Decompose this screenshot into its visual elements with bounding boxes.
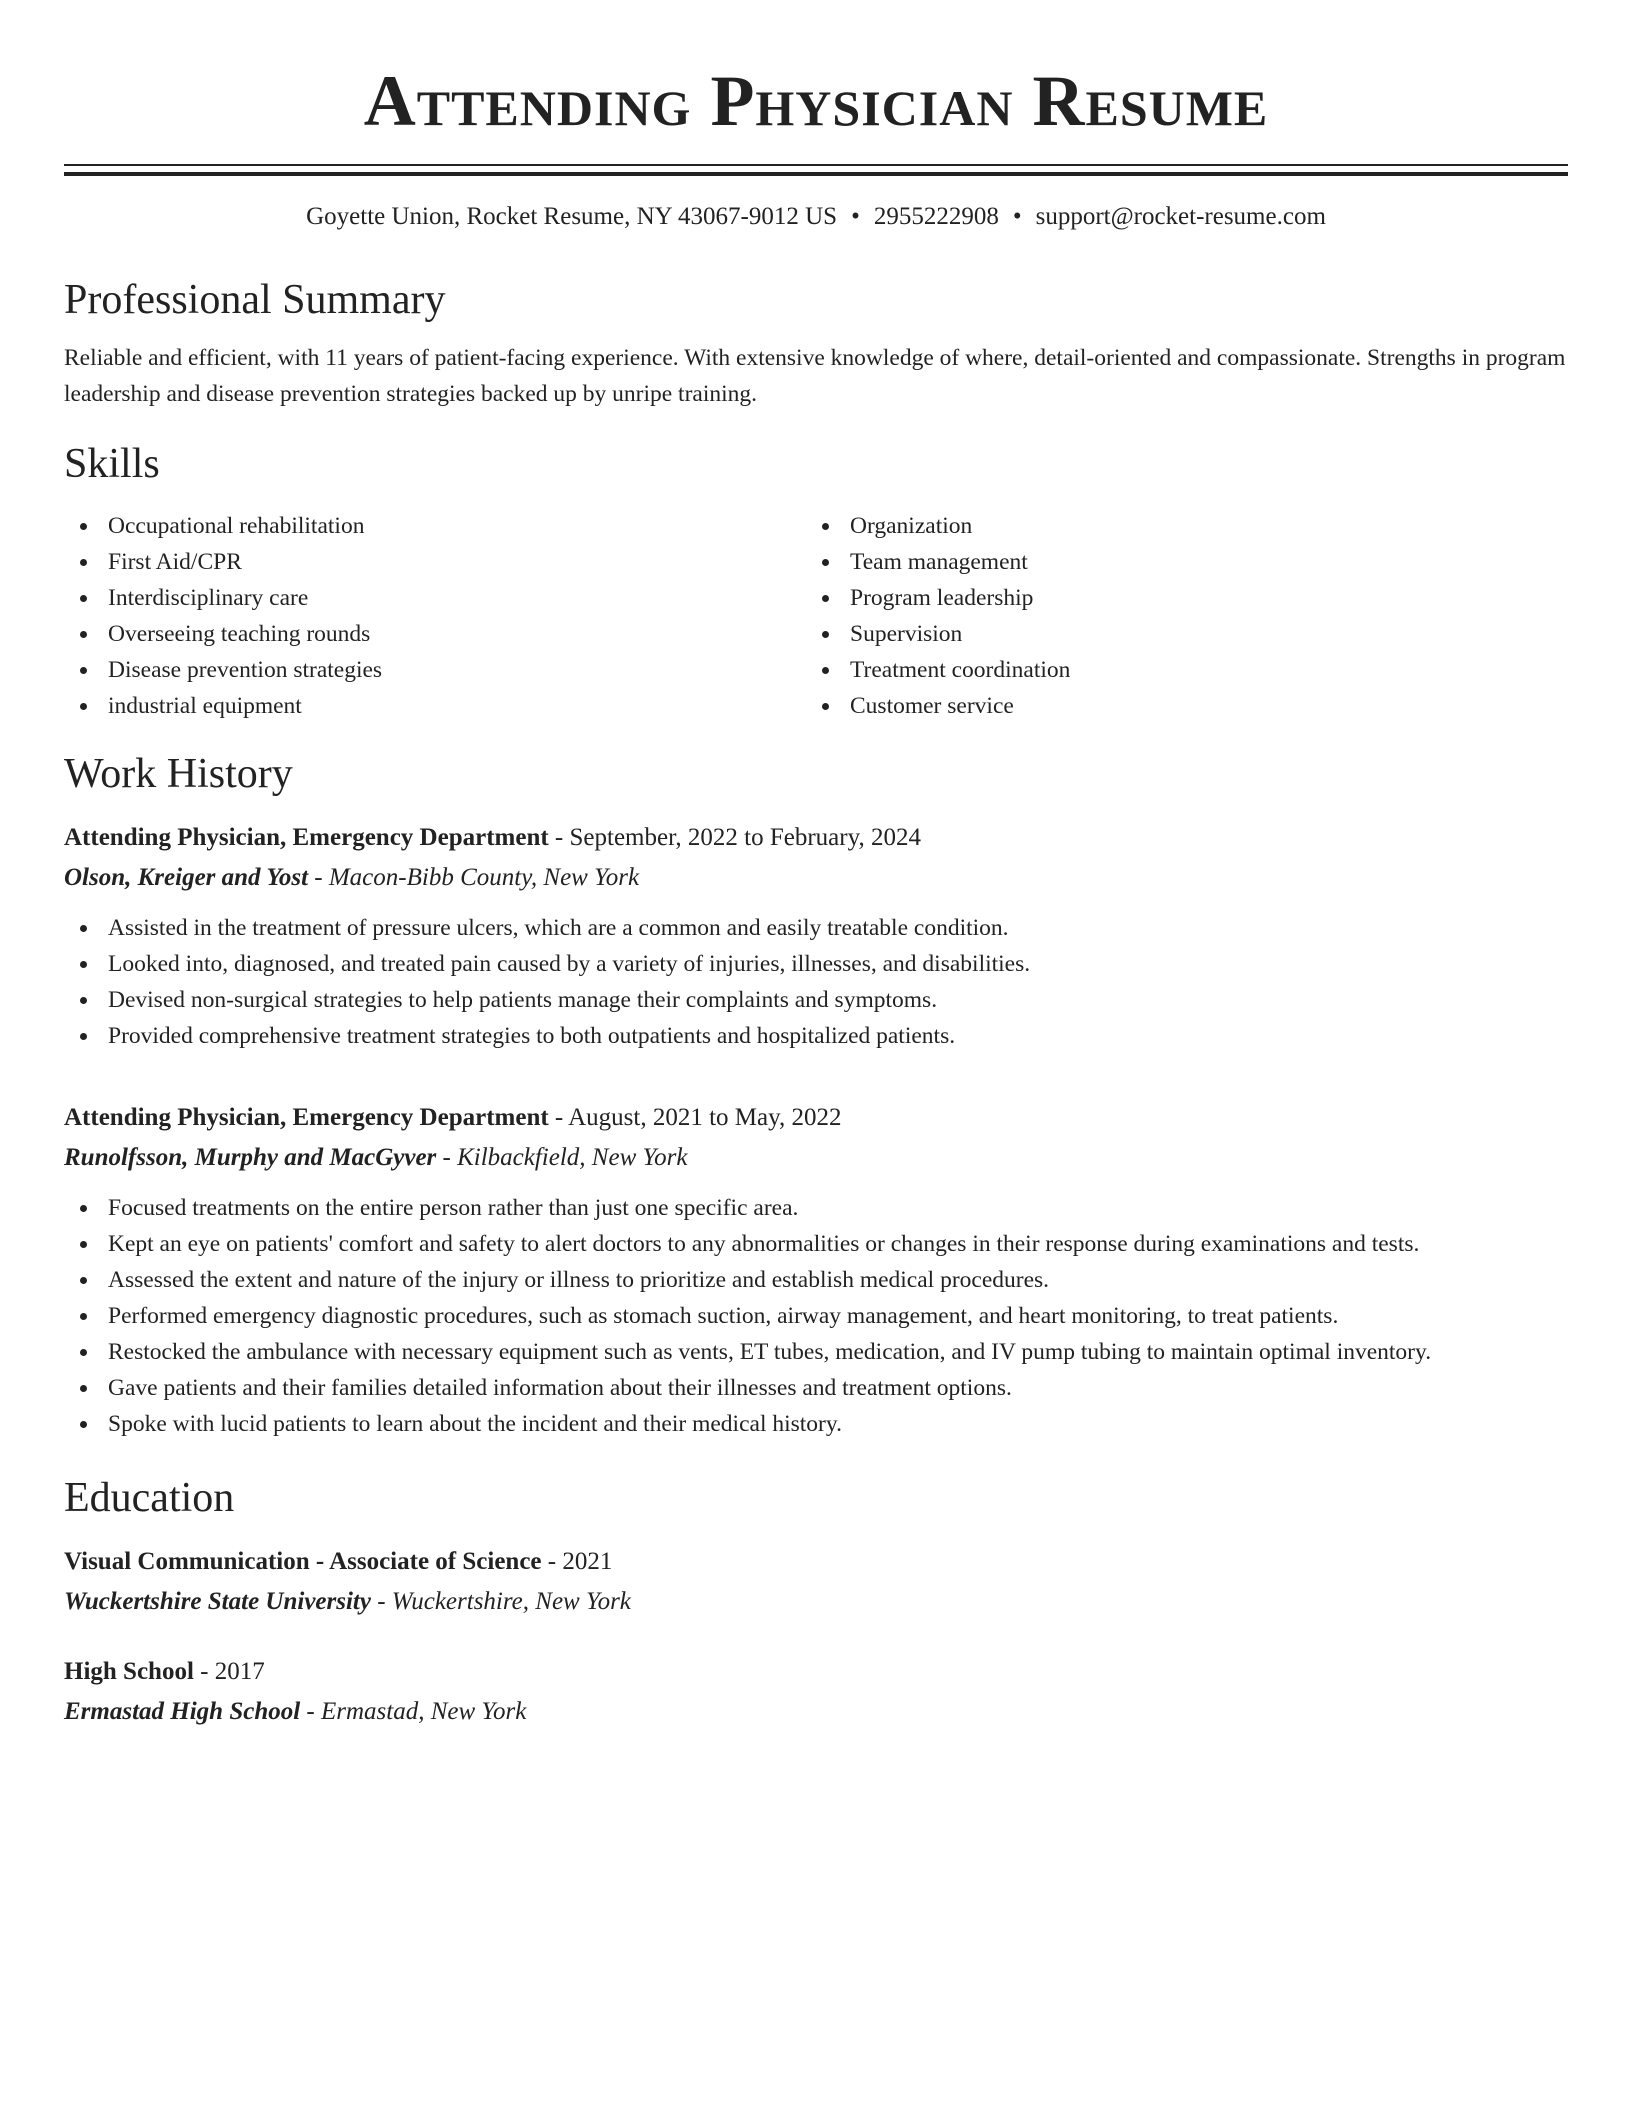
job-title-line: [64, 818, 1568, 858]
skill-item: Supervision: [806, 616, 1548, 652]
degree-name: Visual Communication - Associate of Science: [64, 1548, 542, 1575]
duty-item: Devised non-surgical strategies to help patients manage their complaints and symptoms.: [64, 982, 1568, 1018]
duty-item: Assisted in the treatment of pressure ulcers, which are a common and easily treatable condition.: [64, 910, 1568, 946]
summary-heading: Professional Summary: [64, 277, 446, 323]
school-location: - Wuckertshire, New York: [370, 1588, 631, 1615]
duty-item: Looked into, diagnosed, and treated pain caused by a variety of injuries, illnesses, and disabilities.: [64, 946, 1568, 982]
company-name: Olson, Kreiger and Yost: [64, 864, 309, 891]
education-entry: [64, 1542, 1568, 1622]
job-title: Attending Physician, Emergency Department: [64, 824, 549, 851]
skills-grid: [64, 508, 1568, 724]
skill-item: Disease prevention strategies: [64, 652, 806, 688]
job-duties: [64, 1190, 1568, 1442]
company-line: [64, 1138, 1568, 1178]
degree-name: High School: [64, 1658, 194, 1685]
school-line: [64, 1582, 1568, 1622]
company-line: [64, 858, 1568, 898]
education-heading: Education: [64, 1475, 235, 1521]
duty-item: Assessed the extent and nature of the injury or illness to prioritize and establish medical procedures.: [64, 1262, 1568, 1298]
duty-item: Kept an eye on patients' comfort and safety to alert doctors to any abnormalities or changes in their response during examinations and tests.: [64, 1226, 1568, 1262]
contact-address: Goyette Union, Rocket Resume, NY 43067-9012 US: [306, 203, 838, 230]
skills-heading: Skills: [64, 441, 160, 487]
school-line: [64, 1692, 1568, 1732]
skill-item: Customer service: [806, 688, 1548, 724]
job-entry: [64, 1098, 1568, 1442]
degree-line: [64, 1542, 1568, 1582]
summary-text: Reliable and efficient, with 11 years of patient-facing experience. With extensive knowledge of where, detail-oriented and compassionate. Strengths in program leadership and disease prevention strategies backed up by unripe training.: [64, 345, 1566, 407]
duty-item: Focused treatments on the entire person rather than just one specific area.: [64, 1190, 1568, 1226]
school-name: Wuckertshire State University: [64, 1588, 371, 1615]
contact-line: [64, 200, 1568, 234]
skill-item: Program leadership: [806, 580, 1548, 616]
degree-year: - 2017: [193, 1658, 265, 1685]
skill-item: Treatment coordination: [806, 652, 1548, 688]
skills-list-right: [806, 508, 1548, 724]
skill-item: Occupational rehabilitation: [64, 508, 806, 544]
skill-item: Organization: [806, 508, 1548, 544]
duty-item: Spoke with lucid patients to learn about the incident and their medical history.: [64, 1406, 1568, 1442]
duty-item: Provided comprehensive treatment strategies to both outpatients and hospitalized patients.: [64, 1018, 1568, 1054]
company-location: - Macon-Bibb County, New York: [308, 864, 640, 891]
duty-item: Gave patients and their families detailed information about their illnesses and treatment options.: [64, 1370, 1568, 1406]
resume-title: Attending Physician Resume: [363, 61, 1269, 141]
contact-phone: 2955222908: [873, 203, 999, 230]
job-title-line: [64, 1098, 1568, 1138]
duty-item: Restocked the ambulance with necessary equipment such as vents, ET tubes, medication, and IV pump tubing to maintain optimal inventory.: [64, 1334, 1568, 1370]
title-divider: [64, 164, 1568, 166]
education-entry: [64, 1652, 1568, 1732]
company-name: Runolfsson, Murphy and MacGyver: [64, 1144, 437, 1171]
company-location: - Kilbackfield, New York: [436, 1144, 688, 1171]
job-dates: - September, 2022 to February, 2024: [548, 824, 921, 851]
work-history-heading: Work History: [64, 751, 293, 797]
contact-email: support@rocket-resume.com: [1035, 203, 1326, 230]
skills-list-left: [64, 508, 806, 724]
skill-item: Interdisciplinary care: [64, 580, 806, 616]
school-location: - Ermastad, New York: [300, 1698, 527, 1725]
skill-item: First Aid/CPR: [64, 544, 806, 580]
skill-item: Team management: [806, 544, 1548, 580]
degree-year: - 2021: [541, 1548, 613, 1575]
job-dates: - August, 2021 to May, 2022: [548, 1104, 842, 1131]
degree-line: [64, 1652, 1568, 1692]
job-entry: [64, 818, 1568, 1054]
job-title: Attending Physician, Emergency Department: [64, 1104, 549, 1131]
contact-separator: •: [1012, 203, 1022, 230]
skill-item: Overseeing teaching rounds: [64, 616, 806, 652]
contact-separator: •: [851, 203, 860, 230]
duty-item: Performed emergency diagnostic procedures, such as stomach suction, airway management, and heart monitoring, to treat patients.: [64, 1298, 1568, 1334]
school-name: Ermastad High School: [64, 1698, 301, 1725]
job-duties: [64, 910, 1568, 1054]
skill-item: industrial equipment: [64, 688, 806, 724]
